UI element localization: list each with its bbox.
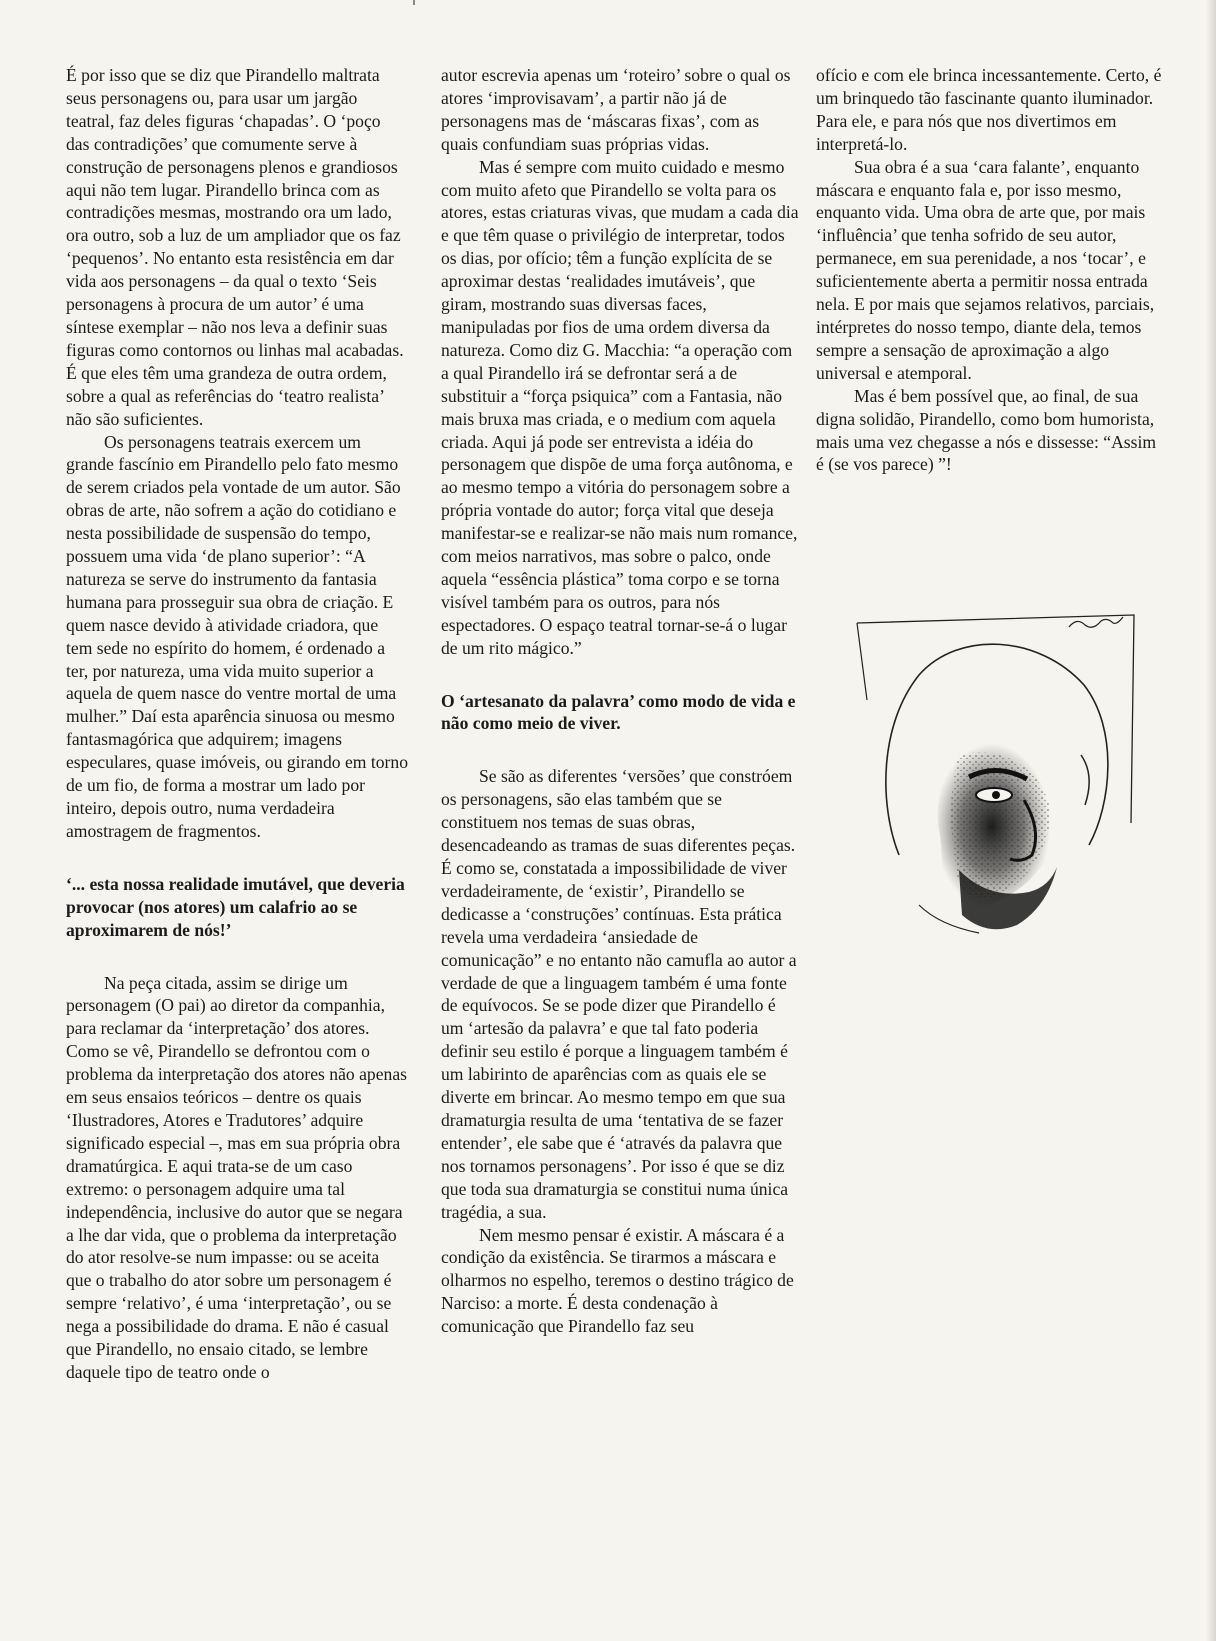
text-column-1 <box>66 64 408 1384</box>
ear <box>1081 755 1089 805</box>
artist-signature <box>1069 617 1123 627</box>
paragraph: Se são as diferentes ‘versões’ que constróem os personagens, são elas também que se constituem nos temas de suas obras, desencadeando as tramas de suas diferentes peças. É como se, constatada a impossibilidade de viver verdadeiramente, de ‘existir’, Pirandello se dedicasse a ‘construções’ contínuas. Esta prática revela uma verdadeira ‘ansiedade de comunicação” e no entanto não camufla ao autor a verdade de que a linguagem também é uma fonte de equívocos. Se se pode dizer que Pirandello é um ‘artesão da palavra’ e que tal fato poderia definir seu estilo é porque a linguagem também é um labirinto de aparências com as quais ele se diverte em brincar. Ao mesmo tempo em que sua dramaturgia resulta de uma ‘tentativa de se fazer entender’, ele sabe que é ‘através da palavra que nos tornamos personagens’. Por isso é que se diz que toda sua dramaturgia se constitui numa única tragédia, a sua. <box>441 766 797 1222</box>
paragraph: ofício e com ele brinca incessantemente. Certo, é um brinquedo tão fascinante quanto iluminador. Para ele, e para nós que nos divertimos em interpretá-lo. <box>816 65 1162 154</box>
paragraph: É por isso que se diz que Pirandello maltrata seus personagens ou, para usar um jargão teatral, faz deles figuras ‘chapadas’. O ‘poço das contradições’ que comumente serve à construção de personagens plenos e grandiosos aqui não tem lugar. Pirandello brinca com as contradições mesmas, mostrando ora um lado, ora outro, sob a luz de um ampliador que os faz ‘pequenos’. No entanto esta resistência em dar vida aos personagens – da qual o texto ‘Seis personagens à procura de um autor’ é uma síntese exemplar – não nos leva a definir suas figuras como contornos ou linhas mal acabadas. É que eles têm uma grandeza de outra ordem, sobre a qual as referências do ‘teatro realista’ não são suficientes. <box>66 65 404 429</box>
section-heading: O ‘artesanato da palavra’ como modo de vida e não como meio de viver. <box>441 690 796 734</box>
pupil <box>992 791 1000 799</box>
paragraph: Sua obra é a sua ‘cara falante’, enquanto máscara e enquanto fala e, por isso mesmo, enquanto vida. Uma obra de arte que, por mais ‘influência’ que tenha sofrido de seu autor, permanece, em sua perenidade, a nos ‘tocar’, e suficientemente aberta a permitir nossa entrada nela. E por mais que sejamos relativos, parciais, intérpretes do nosso tempo, diante dela, temos sempre a sensação de aproximação a algo universal e atemporal. <box>816 156 1155 383</box>
section-heading: ‘... esta nossa realidade imutável, que deveria provocar (nos atores) um calafrio ao se aproximarem de nós!’ <box>66 873 405 940</box>
paragraph: Mas é sempre com muito cuidado e mesmo com muito afeto que Pirandello se volta para os atores, estas criaturas vivas, que mudam a cada dia e que têm quase o privilégio de interpretar, todos os dias, por ofício; têm a função explícita de se aproximar destas ‘realidades imutáveis’, que giram, mostrando suas diversas faces, manipuladas por fios de uma ordem diversa da natureza. Como diz G. Macchia: “a operação com a qual Pirandello irá se defrontar será a de substituir a “força psiquica” com a Fantasia, não mais bruxa mas criada, e o medium com aquela criada. Aqui já pode ser entrevista a idéia do personagem que dispõe de uma força autônoma, e ao mesmo tempo a vitória do personagem sobre a própria vontade do autor; força vital que deseja manifestar-se e realizar-se não mais num romance, com meios narrativos, mas sobre o palco, onde aquela “essência plástica” toma corpo e se torna visível também para os outros, para nós espectadores. O espaço teatral tornar-se-á o lugar de um rito mágico.” <box>441 156 799 658</box>
page-edge-shadow <box>1206 0 1216 1641</box>
paragraph: Mas é bem possível que, ao final, de sua digna solidão, Pirandello, como bom humorista, mais uma vez chegasse a nós e dissesse: “Assim é (se vos parece) ”! <box>816 385 1157 475</box>
paragraph: autor escrevia apenas um ‘roteiro’ sobre o qual os atores ‘improvisavam’, a partir não já de personagens mas de ‘máscaras fixas’, com as quais confundiam suas próprias vidas. <box>441 65 791 154</box>
frame-line <box>857 623 867 700</box>
paragraph: Os personagens teatrais exercem um grande fascínio em Pirandello pelo fato mesmo de serem criados pela vontade de um autor. São obras de arte, não sofrem a ação do cotidiano e nesta possibilidade de suspensão do tempo, possuem uma vida ‘de plano superior’: “A natureza se serve do instrumento da fantasia humana para prosseguir sua obra de criação. E quem nasce devido à atividade criadora, que tem sede no espírito do homem, é ordenado a ter, por natureza, uma vida muito superior a aquela de quem nasce do ventre mortal de uma mulher.” Daí esta aparência sinuosa ou mesmo fantasmagórica que adquirem; imagens especulares, quase imóveis, ou girando em torno de um fio, de forma a mostrar um lado por inteiro, depois outro, numa verdadeira amostragem de fragmentos. <box>66 431 409 841</box>
scan-mark <box>413 0 415 5</box>
paragraph: Na peça citada, assim se dirige um personagem (O pai) ao diretor da companhia, para reclamar da ‘interpretação’ dos atores. Como se vê, Pirandello se defrontou com o problema da interpretação dos atores não apenas em seus ensaios teóricos – dentre os quais ‘Ilustradores, Atores e Tradutores’ adquire significado especial –, mas em sua própria obra dramatúrgica. E aqui trata-se de um caso extremo: o personagem adquire uma tal independência, inclusive do autor que se negara a lhe dar vida, que o problema da interpretação do ator resolve-se num impasse: ou se aceita que o trabalho do ator sobre um personagem é sempre ‘relativo’, é uma ‘interpretação’, ou se nega a possibilidade do drama. E não é casual que Pirandello, no ensaio citado, se lembre daquele tipo de teatro onde o <box>66 972 407 1382</box>
text-column-2 <box>441 64 799 1338</box>
text-column-3 <box>816 64 1164 476</box>
pirandello-portrait-illustration <box>849 605 1139 935</box>
paragraph: Nem mesmo pensar é existir. A máscara é a condição da existência. Se tirarmos a máscara e olharmos no espelho, teremos o destino trágico de Narciso: a morte. É desta condenação à comunicação que Pirandello faz seu <box>441 1224 794 1337</box>
portrait-drawing <box>849 605 1139 935</box>
